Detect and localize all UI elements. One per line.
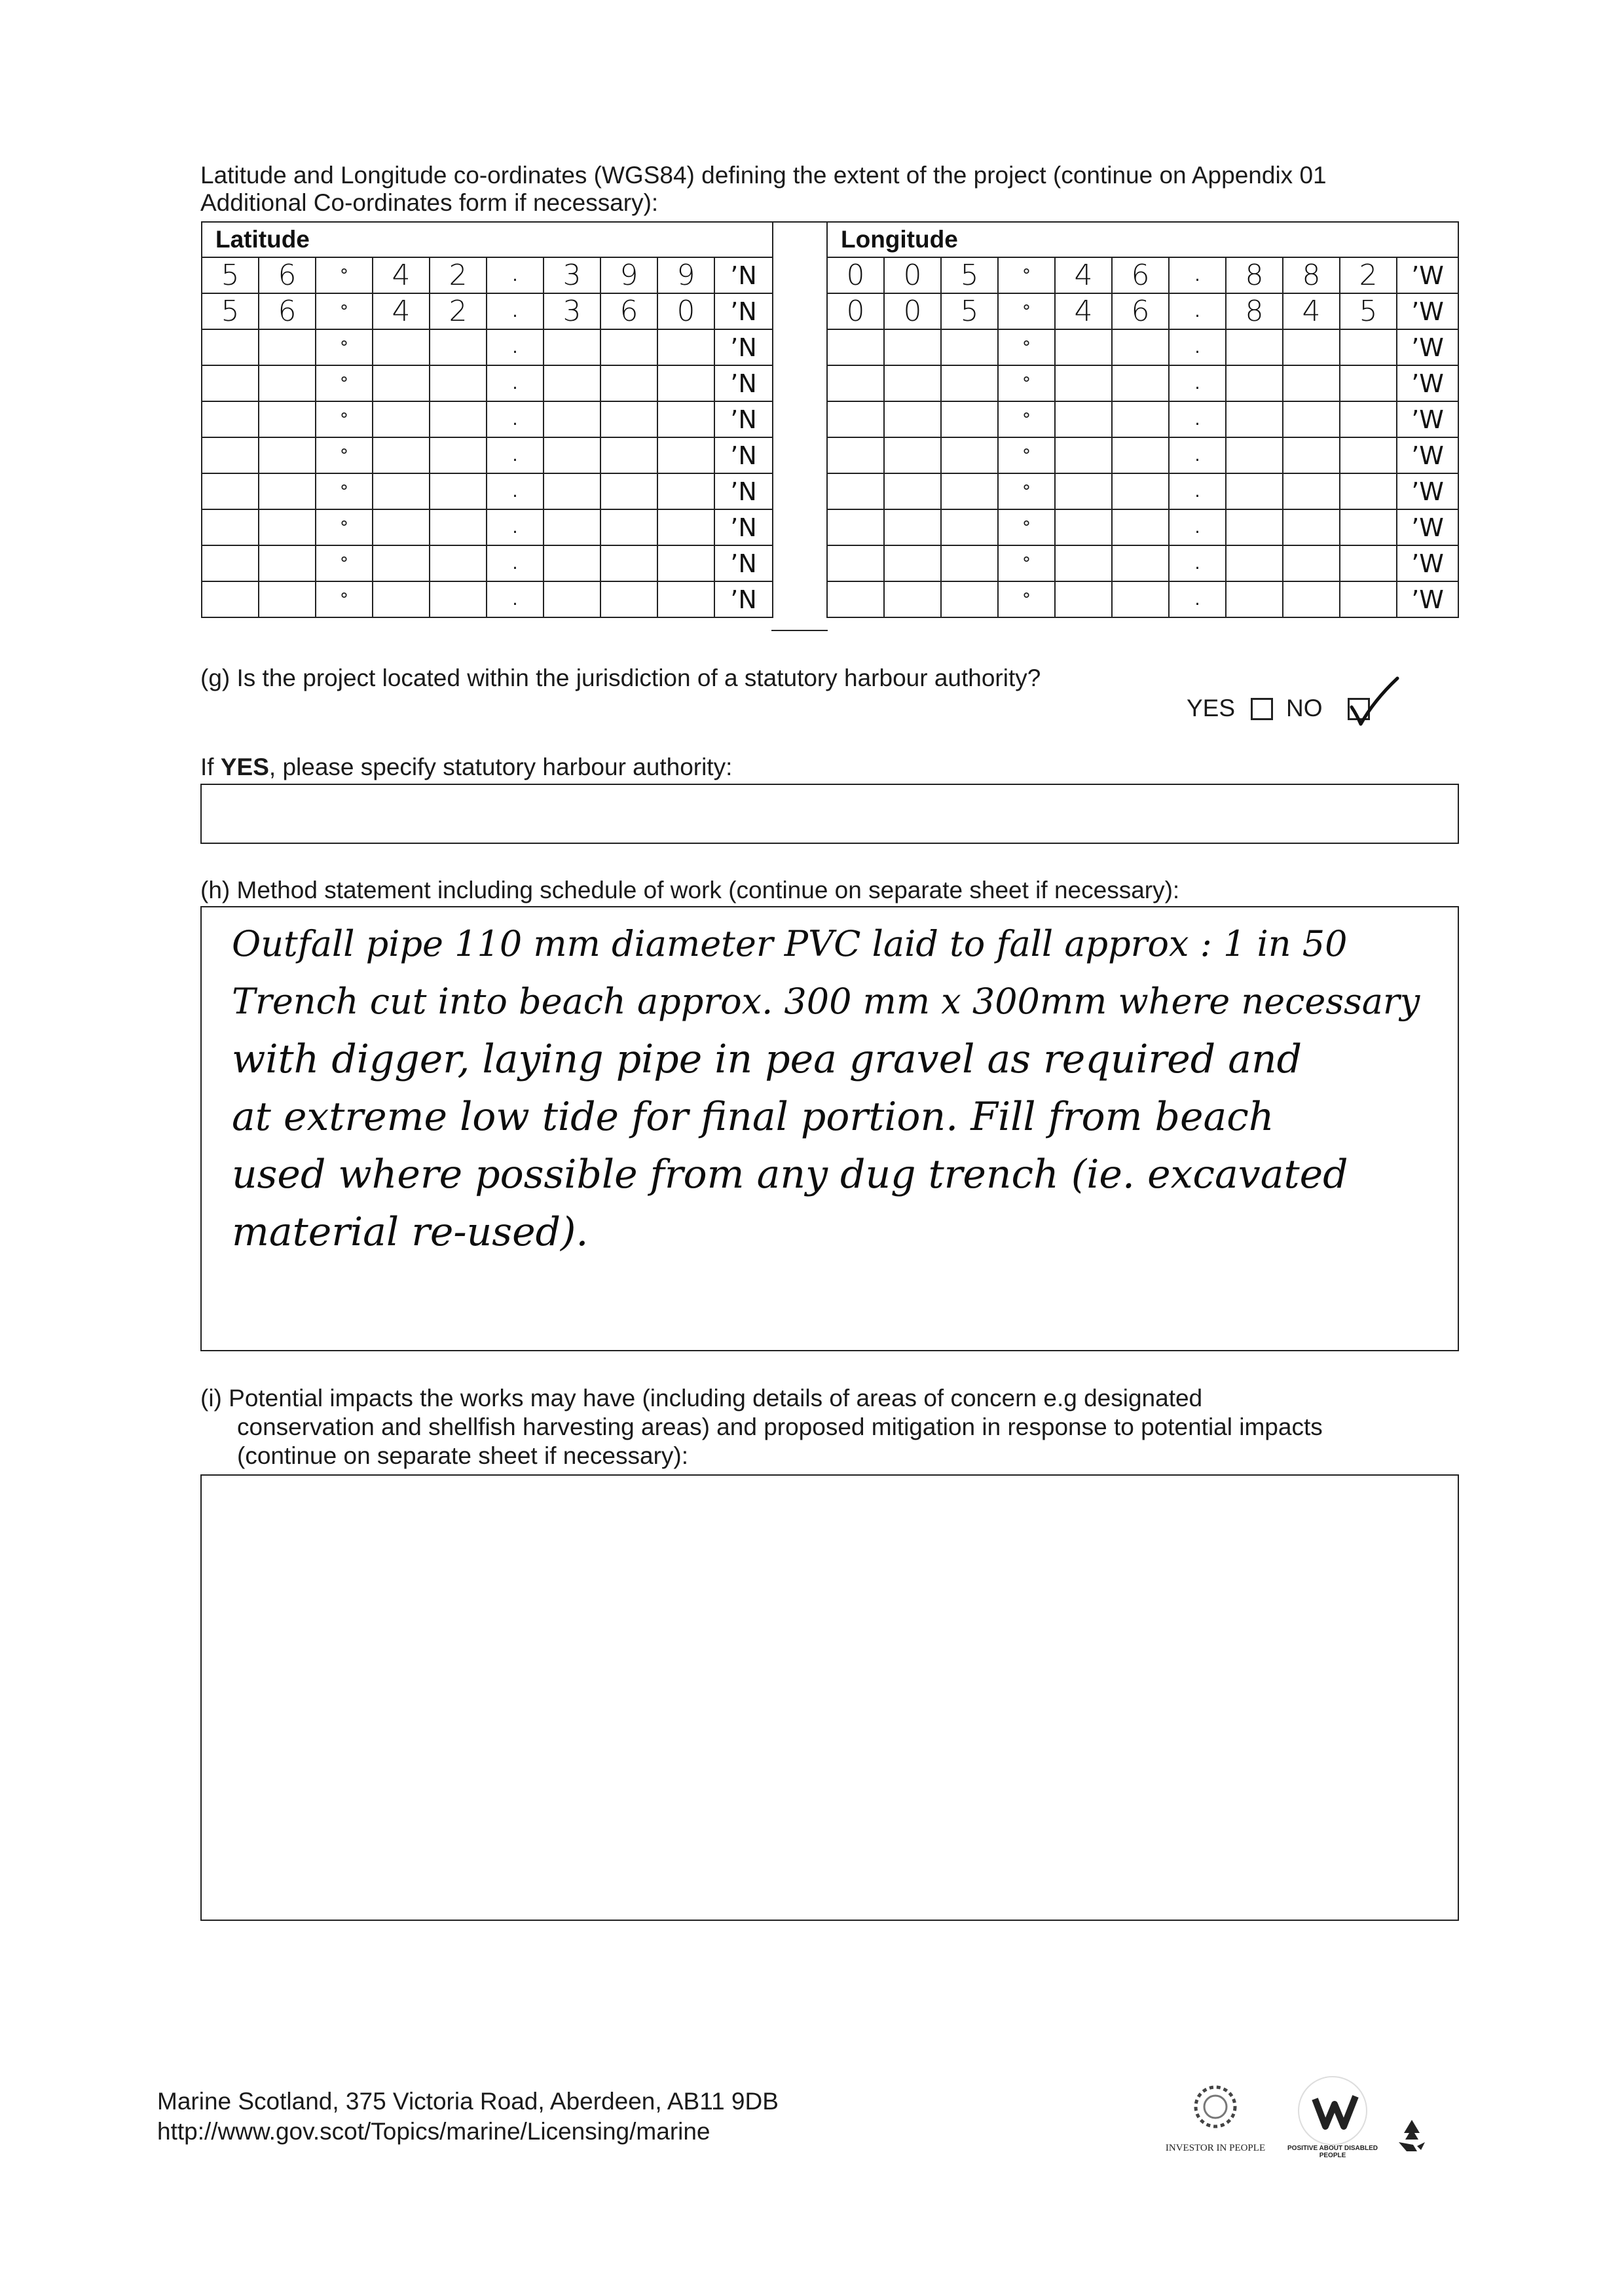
method-line: used where possible from any dug trench (ie. excavated [232,1152,1348,1197]
longitude-row [827,365,1458,401]
decimal-symbol: . [1169,257,1226,293]
if-yes-rest: , please specify statutory harbour authority: [268,754,733,780]
decimal-symbol: . [1169,581,1226,617]
impacts-label-line3: (continue on separate sheet if necessary): [237,1442,688,1469]
longitude-digit [1340,581,1397,617]
north-suffix: ’N [714,257,773,293]
method-line: material re-used). [232,1209,589,1255]
if-yes-prefix: If [200,754,221,780]
longitude-digit [1283,581,1340,617]
longitude-digit [1055,365,1112,401]
method-line: at extreme low tide for final portion. Fill from beach [232,1094,1274,1140]
longitude-row [827,473,1458,509]
laurel-icon [1156,2075,1274,2141]
longitude-digit [1226,437,1283,473]
longitude-row [827,509,1458,545]
latitude-digit [430,401,487,437]
longitude-digit [1226,509,1283,545]
coordinates-intro-line1: Latitude and Longitude co-ordinates (WGS84) defining the extent of the project (continue on Appendix 01 [200,162,1327,189]
harbour-question: (g) Is the project located within the jurisdiction of a statutory harbour authority? [200,665,1041,691]
method-statement-field[interactable] [200,906,1459,1351]
longitude-digit [941,545,998,581]
latitude-row [202,329,773,365]
latitude-digit [600,401,657,437]
longitude-digit [1112,509,1169,545]
longitude-row [827,545,1458,581]
if-yes-label [200,753,732,782]
decimal-symbol: . [487,293,544,329]
latitude-digit [373,545,430,581]
longitude-digit [1340,437,1397,473]
longitude-digit: 6 [1112,293,1169,329]
longitude-digit [884,329,941,365]
longitude-digit [1283,509,1340,545]
west-suffix: ’W [1397,329,1458,365]
latitude-digit [657,329,714,365]
west-suffix: ’W [1397,545,1458,581]
latitude-digit [202,437,259,473]
degree-symbol: ° [316,581,373,617]
longitude-digit [1283,545,1340,581]
longitude-digit [1283,473,1340,509]
north-suffix: ’N [714,329,773,365]
longitude-digit [1055,437,1112,473]
degree-symbol: ° [998,509,1055,545]
impacts-field[interactable] [200,1474,1459,1921]
decimal-symbol: . [487,509,544,545]
decimal-symbol: . [487,581,544,617]
decimal-symbol: . [1169,473,1226,509]
latitude-digit [430,473,487,509]
latitude-digit [259,329,316,365]
west-suffix: ’W [1397,257,1458,293]
latitude-digit [202,365,259,401]
yes-label: YES [1187,695,1236,721]
longitude-digit: 5 [941,293,998,329]
method-line: Trench cut into beach approx. 300 mm x 300mm where necessary [232,981,1420,1022]
degree-symbol: ° [316,437,373,473]
latitude-row [202,257,773,293]
decimal-symbol: . [487,329,544,365]
degree-symbol: ° [998,581,1055,617]
footer-address: Marine Scotland, 375 Victoria Road, Aberdeen, AB11 9DB [157,2088,779,2115]
no-label: NO [1286,695,1323,721]
longitude-digit: 5 [941,257,998,293]
longitude-digit [827,401,884,437]
impacts-label-line2: conservation and shellfish harvesting areas) and proposed mitigation in response to potential impacts [237,1413,1323,1440]
longitude-digit [884,365,941,401]
latitude-row [202,365,773,401]
latitude-digit [373,329,430,365]
longitude-digit [827,329,884,365]
longitude-digit [941,365,998,401]
longitude-digit: 8 [1226,293,1283,329]
longitude-digit [1055,509,1112,545]
longitude-row [827,257,1458,293]
latitude-digit [259,401,316,437]
longitude-digit [884,437,941,473]
decimal-symbol: . [487,401,544,437]
longitude-digit [941,473,998,509]
latitude-digit [544,545,600,581]
latitude-digit [202,401,259,437]
north-suffix: ’N [714,581,773,617]
latitude-digit [657,509,714,545]
longitude-digit [827,581,884,617]
degree-symbol: ° [998,401,1055,437]
latitude-digit [373,581,430,617]
table-separator [771,221,828,631]
degree-symbol: ° [316,257,373,293]
north-suffix: ’N [714,293,773,329]
longitude-row [827,581,1458,617]
longitude-digit: 2 [1340,257,1397,293]
latitude-row [202,437,773,473]
latitude-table [201,221,773,618]
decimal-symbol: . [487,365,544,401]
latitude-digit [202,509,259,545]
longitude-digit [1112,473,1169,509]
longitude-digit [1283,329,1340,365]
longitude-row [827,329,1458,365]
longitude-digit: 8 [1226,257,1283,293]
latitude-digit [600,473,657,509]
north-suffix: ’N [714,509,773,545]
degree-symbol: ° [998,329,1055,365]
latitude-digit [544,401,600,437]
latitude-digit [544,437,600,473]
latitude-digit: 9 [600,257,657,293]
latitude-digit: 2 [430,257,487,293]
north-suffix: ’N [714,401,773,437]
latitude-digit: 4 [373,257,430,293]
latitude-digit: 4 [373,293,430,329]
method-line: Outfall pipe 110 mm diameter PVC laid to fall approx : 1 in 50 [232,923,1348,964]
latitude-digit [600,545,657,581]
latitude-header: Latitude [202,222,773,257]
coordinates-intro-line2: Additional Co-ordinates form if necessary): [200,189,659,216]
latitude-digit [657,365,714,401]
latitude-digit [430,329,487,365]
longitude-digit: 4 [1055,257,1112,293]
latitude-digit [259,365,316,401]
footer-url[interactable]: http://www.gov.scot/Topics/marine/Licensing/marine [157,2118,710,2145]
west-suffix: ’W [1397,293,1458,329]
latitude-digit [544,329,600,365]
longitude-digit [1226,329,1283,365]
method-statement-text [232,915,1420,1261]
impacts-label-line1: (i) Potential impacts the works may have (including details of areas of concern e.g designated [200,1385,1203,1412]
longitude-digit [1112,545,1169,581]
longitude-digit [1283,437,1340,473]
longitude-digit [1055,473,1112,509]
latitude-digit [544,365,600,401]
longitude-digit [827,545,884,581]
latitude-row [202,581,773,617]
north-suffix: ’N [714,545,773,581]
latitude-digit: 3 [544,293,600,329]
latitude-digit [430,581,487,617]
latitude-row [202,545,773,581]
longitude-digit [1112,437,1169,473]
north-suffix: ’N [714,473,773,509]
longitude-digit [1226,581,1283,617]
latitude-digit [430,365,487,401]
latitude-row [202,401,773,437]
longitude-digit [884,473,941,509]
latitude-digit [430,437,487,473]
latitude-digit [373,473,430,509]
degree-symbol: ° [316,329,373,365]
longitude-digit [1226,473,1283,509]
degree-symbol: ° [316,473,373,509]
latitude-digit [544,581,600,617]
degree-symbol: ° [316,545,373,581]
decimal-symbol: . [1169,293,1226,329]
longitude-digit [1055,581,1112,617]
disabled-people-logo [1283,2068,1382,2159]
latitude-digit [544,473,600,509]
method-line: with digger, laying pipe in pea gravel as required and [232,1036,1302,1082]
decimal-symbol: . [1169,365,1226,401]
north-suffix: ’N [714,437,773,473]
longitude-row [827,293,1458,329]
longitude-digit [1112,365,1169,401]
latitude-digit [657,437,714,473]
longitude-row [827,401,1458,437]
degree-symbol: ° [998,437,1055,473]
longitude-digit [884,545,941,581]
harbour-authority-field[interactable] [200,784,1459,844]
latitude-digit [657,581,714,617]
latitude-digit [600,509,657,545]
degree-symbol: ° [998,257,1055,293]
degree-symbol: ° [998,473,1055,509]
west-suffix: ’W [1397,365,1458,401]
latitude-row [202,509,773,545]
degree-symbol: ° [998,293,1055,329]
longitude-digit: 0 [884,257,941,293]
west-suffix: ’W [1397,509,1458,545]
yes-checkbox[interactable] [1251,698,1273,720]
longitude-digit [827,473,884,509]
degree-symbol: ° [316,401,373,437]
longitude-digit [941,581,998,617]
longitude-digit [941,509,998,545]
longitude-digit [827,365,884,401]
latitude-digit: 5 [202,293,259,329]
latitude-digit [600,329,657,365]
longitude-digit [1340,329,1397,365]
longitude-digit [1283,365,1340,401]
latitude-digit: 6 [600,293,657,329]
checkmark-icon [1342,674,1401,729]
longitude-digit: 4 [1283,293,1340,329]
longitude-digit [1055,545,1112,581]
longitude-digit [1112,329,1169,365]
decimal-symbol: . [1169,329,1226,365]
latitude-digit [544,509,600,545]
latitude-digit [373,509,430,545]
decimal-symbol: . [1169,509,1226,545]
latitude-digit [202,329,259,365]
latitude-digit [259,509,316,545]
coordinates-intro [200,161,1327,217]
longitude-digit [884,509,941,545]
decimal-symbol: . [1169,437,1226,473]
degree-symbol: ° [316,365,373,401]
latitude-digit: 5 [202,257,259,293]
longitude-digit [1283,401,1340,437]
longitude-digit: 0 [827,257,884,293]
latitude-digit [202,545,259,581]
degree-symbol: ° [316,293,373,329]
longitude-digit [884,401,941,437]
recycle-icon [1392,2116,1431,2155]
if-yes-bold: YES [220,754,269,780]
decimal-symbol: . [487,437,544,473]
degree-symbol: ° [998,545,1055,581]
longitude-digit: 8 [1283,257,1340,293]
latitude-digit [259,581,316,617]
longitude-digit [941,401,998,437]
longitude-table [826,221,1459,618]
longitude-digit [1340,473,1397,509]
decimal-symbol: . [487,545,544,581]
longitude-digit: 6 [1112,257,1169,293]
longitude-header: Longitude [827,222,1458,257]
longitude-digit [884,581,941,617]
longitude-digit [1340,545,1397,581]
latitude-digit [373,401,430,437]
west-suffix: ’W [1397,401,1458,437]
latitude-digit [657,401,714,437]
west-suffix: ’W [1397,581,1458,617]
longitude-digit: 5 [1340,293,1397,329]
west-suffix: ’W [1397,437,1458,473]
latitude-digit: 6 [259,257,316,293]
longitude-digit [1055,329,1112,365]
latitude-digit: 0 [657,293,714,329]
latitude-row [202,293,773,329]
latitude-digit: 2 [430,293,487,329]
latitude-digit [657,473,714,509]
longitude-digit [1112,401,1169,437]
longitude-digit: 0 [884,293,941,329]
decimal-symbol: . [487,473,544,509]
longitude-digit [1340,365,1397,401]
degree-symbol: ° [316,509,373,545]
impacts-label [200,1384,1323,1470]
disabled-people-text: POSITIVE ABOUT DISABLED PEOPLE [1287,2145,1378,2159]
longitude-digit: 0 [827,293,884,329]
longitude-digit [941,329,998,365]
longitude-digit [1226,545,1283,581]
longitude-digit [827,437,884,473]
longitude-digit [1340,401,1397,437]
latitude-digit [600,437,657,473]
latitude-digit [373,365,430,401]
latitude-digit [657,545,714,581]
longitude-digit [941,437,998,473]
degree-symbol: ° [998,365,1055,401]
decimal-symbol: . [487,257,544,293]
longitude-digit [1340,509,1397,545]
latitude-digit [259,473,316,509]
latitude-digit [600,365,657,401]
latitude-digit [430,509,487,545]
decimal-symbol: . [1169,401,1226,437]
latitude-digit [202,581,259,617]
latitude-digit: 3 [544,257,600,293]
latitude-digit: 6 [259,293,316,329]
longitude-row [827,437,1458,473]
latitude-digit: 9 [657,257,714,293]
latitude-digit [202,473,259,509]
north-suffix: ’N [714,365,773,401]
longitude-digit: 4 [1055,293,1112,329]
west-suffix: ’W [1397,473,1458,509]
longitude-digit [1055,401,1112,437]
latitude-digit [430,545,487,581]
longitude-digit [1226,401,1283,437]
investor-in-people-text: INVESTOR IN PEOPLE [1165,2143,1266,2153]
decimal-symbol: . [1169,545,1226,581]
longitude-digit [827,509,884,545]
latitude-row [202,473,773,509]
longitude-digit [1112,581,1169,617]
latitude-digit [259,545,316,581]
latitude-digit [259,437,316,473]
method-statement-label: (h) Method statement including schedule of work (continue on separate sheet if necessary): [200,877,1180,903]
latitude-digit [600,581,657,617]
latitude-digit [373,437,430,473]
investor-in-people-logo [1156,2075,1274,2160]
longitude-digit [1226,365,1283,401]
